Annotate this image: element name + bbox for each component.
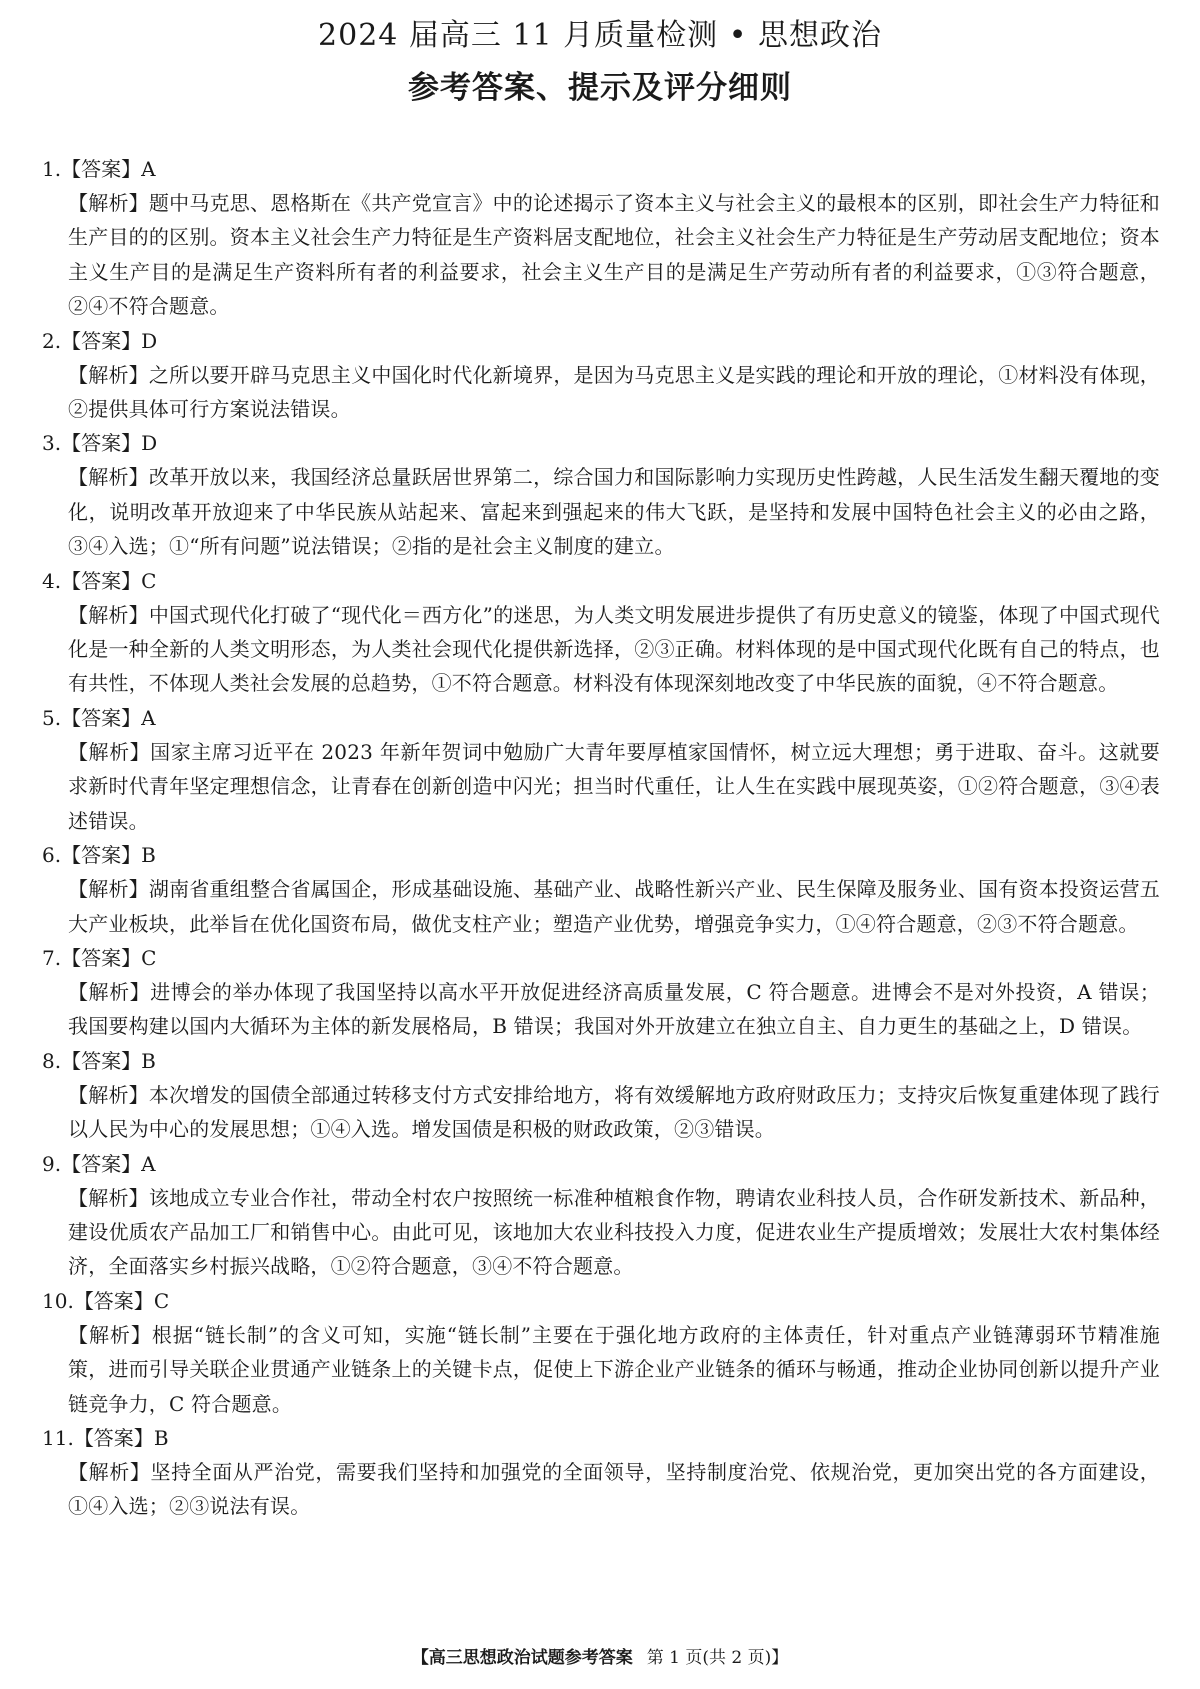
page-title: 2024 届高三 11 月质量检测 • 思想政治 xyxy=(318,18,882,53)
question-number: 10. xyxy=(42,1288,74,1313)
explanation-text: 本次增发的国债全部通过转移支付方式安排给地方，将有效缓解地方政府财政压力；支持灾后恢复重建体现了践行以人民为中心的发展思想；①④入选。增发国债是积极的财政政策，②③错误。 xyxy=(68,1082,1160,1142)
answer-label: 【答案】 xyxy=(61,328,142,353)
question-list xyxy=(0,152,1200,1524)
explanation-label: 【解析】 xyxy=(68,465,149,490)
question-item xyxy=(0,324,1200,427)
question-number: 1. xyxy=(42,157,62,181)
answer-label: 【答案】 xyxy=(73,1425,154,1450)
answer-value: A xyxy=(141,157,156,181)
explanation-text: 题中马克思、恩格斯在《共产党宣言》中的论述揭示了资本主义与社会主义的最根本的区别，即社会生产力特征和生产目的的区别。资本主义社会生产力特征是生产资料居支配地位，社会主义社会生产力特征是生产劳动居支配地位；资本主义生产目的是满足生产资料所有者的利益要求，社会主义生产目的是满足生产劳动所有者的利益要求，①③符合题意，②④不符合题意。 xyxy=(68,191,1160,319)
explanation-text: 坚持全面从严治党，需要我们坚持和加强党的全面领导，坚持制度治党、依规治党，更加突出党的各方面建设，①④入选；②③说法有误。 xyxy=(68,1459,1160,1519)
answer-line xyxy=(0,941,1200,975)
answer-value: B xyxy=(141,843,156,868)
explanation-paragraph xyxy=(0,1078,1200,1147)
answer-line xyxy=(0,838,1200,872)
question-item xyxy=(0,1044,1200,1147)
answer-label: 【答案】 xyxy=(61,705,142,730)
explanation-label: 【解析】 xyxy=(68,602,149,627)
explanation-paragraph xyxy=(0,460,1200,563)
explanation-paragraph xyxy=(0,598,1200,701)
question-item xyxy=(0,1147,1200,1284)
answer-value: D xyxy=(141,431,158,456)
question-item xyxy=(0,426,1200,563)
explanation-text: 之所以要开辟马克思主义中国化时代化新境界，是因为马克思主义是实践的理论和开放的理论，①材料没有体现，②提供具体可行方案说法错误。 xyxy=(68,362,1160,422)
answer-value: C xyxy=(141,945,157,970)
explanation-label: 【解析】 xyxy=(68,362,149,387)
page-subtitle: 参考答案、提示及评分细则 xyxy=(408,70,792,106)
question-number: 4. xyxy=(42,568,62,593)
explanation-label: 【解析】 xyxy=(68,979,151,1004)
question-item xyxy=(0,1421,1200,1524)
explanation-paragraph xyxy=(0,1318,1200,1421)
explanation-text: 改革开放以来，我国经济总量跃居世界第二，综合国力和国际影响力实现历史性跨越，人民生活发生翻天覆地的变化，说明改革开放迎来了中华民族从站起来、富起来到强起来的伟大飞跃，是坚持和发展中国特色社会主义的必由之路，③④入选；①“所有问题”说法错误；②指的是社会主义制度的建立。 xyxy=(68,465,1160,559)
page-footer xyxy=(0,1644,1200,1672)
answer-value: A xyxy=(141,705,156,730)
explanation-paragraph xyxy=(0,975,1200,1044)
question-number: 11. xyxy=(42,1425,74,1450)
answer-label: 【答案】 xyxy=(61,1048,142,1073)
answer-value: C xyxy=(153,1288,170,1313)
question-number: 9. xyxy=(42,1151,62,1176)
question-number: 7. xyxy=(42,945,62,970)
answer-label: 【答案】 xyxy=(61,1151,142,1176)
explanation-label: 【解析】 xyxy=(68,1185,149,1210)
question-number: 3. xyxy=(42,431,62,456)
answer-label: 【答案】 xyxy=(61,568,142,593)
explanation-paragraph xyxy=(0,735,1200,838)
explanation-label: 【解析】 xyxy=(68,877,149,902)
question-item xyxy=(0,701,1200,838)
answer-label: 【答案】 xyxy=(61,431,142,456)
question-item xyxy=(0,564,1200,701)
answer-line xyxy=(0,426,1200,460)
explanation-paragraph xyxy=(0,186,1200,324)
answer-value: B xyxy=(153,1425,169,1450)
explanation-label: 【解析】 xyxy=(68,739,151,764)
answer-line xyxy=(0,1044,1200,1078)
explanation-paragraph xyxy=(0,1181,1200,1284)
explanation-label: 【解析】 xyxy=(68,1082,149,1107)
answer-line xyxy=(0,701,1200,735)
footer-label: 【高三思想政治试题参考答案 xyxy=(411,1648,633,1668)
answer-line xyxy=(0,152,1200,186)
answer-value: A xyxy=(141,1151,156,1176)
explanation-text: 根据“链长制”的含义可知，实施“链长制”主要在于强化地方政府的主体责任，针对重点产业链薄弱环节精准施策，进而引导关联企业贯通产业链条上的关键卡点，促使上下游企业产业链条的循环与畅通，推动企业协同创新以提升产业链竞争力，C 符合题意。 xyxy=(68,1322,1160,1416)
answer-label: 【答案】 xyxy=(61,157,142,181)
explanation-label: 【解析】 xyxy=(68,1459,151,1484)
answer-value: C xyxy=(141,568,157,593)
answer-line xyxy=(0,1284,1200,1318)
question-number: 8. xyxy=(42,1048,62,1073)
answer-line xyxy=(0,1147,1200,1181)
question-item xyxy=(0,1284,1200,1421)
explanation-text: 国家主席习近平在 2023 年新年贺词中勉励广大青年要厚植家国情怀，树立远大理想；勇于进取、奋斗。这就要求新时代青年坚定理想信念，让青春在创新创造中闪光；担当时代重任，让人生在实践中展现英姿，①②符合题意，③④表述错误。 xyxy=(68,739,1160,833)
explanation-paragraph xyxy=(0,358,1200,427)
answer-label: 【答案】 xyxy=(61,945,142,970)
footer-page-info: 第 1 页(共 2 页)】 xyxy=(646,1648,789,1668)
explanation-text: 中国式现代化打破了“现代化＝西方化”的迷思，为人类文明发展进步提供了有历史意义的镜鉴，体现了中国式现代化是一种全新的人类文明形态，为人类社会现代化提供新选择，②③正确。材料体现的是中国式现代化既有自己的特点，也有共性，不体现人类社会发展的总趋势，①不符合题意。材料没有体现深刻地改变了中华民族的面貌，④不符合题意。 xyxy=(68,602,1160,696)
answer-label: 【答案】 xyxy=(73,1288,154,1313)
question-item xyxy=(0,941,1200,1044)
explanation-paragraph xyxy=(0,1455,1200,1524)
answer-label: 【答案】 xyxy=(61,843,142,868)
question-number: 5. xyxy=(42,705,62,730)
question-number: 6. xyxy=(42,843,62,868)
explanation-text: 进博会的举办体现了我国坚持以高水平开放促进经济高质量发展，C 符合题意。进博会不是对外投资，A 错误；我国要构建以国内大循环为主体的新发展格局，B 错误；我国对外开放建立在独立自主、自力更生的基础之上，D 错误。 xyxy=(68,979,1160,1039)
answer-value: B xyxy=(141,1048,156,1073)
question-item xyxy=(0,838,1200,941)
question-item xyxy=(0,152,1200,324)
answer-line xyxy=(0,1421,1200,1455)
explanation-label: 【解析】 xyxy=(68,1322,152,1347)
question-number: 2. xyxy=(42,328,62,353)
answer-value: D xyxy=(141,328,158,353)
explanation-text: 湖南省重组整合省属国企，形成基础设施、基础产业、战略性新兴产业、民生保障及服务业、国有资本投资运营五大产业板块，此举旨在优化国资布局，做优支柱产业；塑造产业优势，增强竞争实力，①④符合题意，②③不符合题意。 xyxy=(68,877,1160,936)
explanation-label: 【解析】 xyxy=(68,191,149,215)
explanation-paragraph xyxy=(0,872,1200,941)
answer-line xyxy=(0,324,1200,358)
answer-line xyxy=(0,564,1200,598)
explanation-text: 该地成立专业合作社，带动全村农户按照统一标准种植粮食作物，聘请农业科技人员，合作研发新技术、新品种，建设优质农产品加工厂和销售中心。由此可见，该地加大农业科技投入力度，促进农业生产提质增效；发展壮大农村集体经济，全面落实乡村振兴战略，①②符合题意，③④不符合题意。 xyxy=(68,1185,1160,1279)
